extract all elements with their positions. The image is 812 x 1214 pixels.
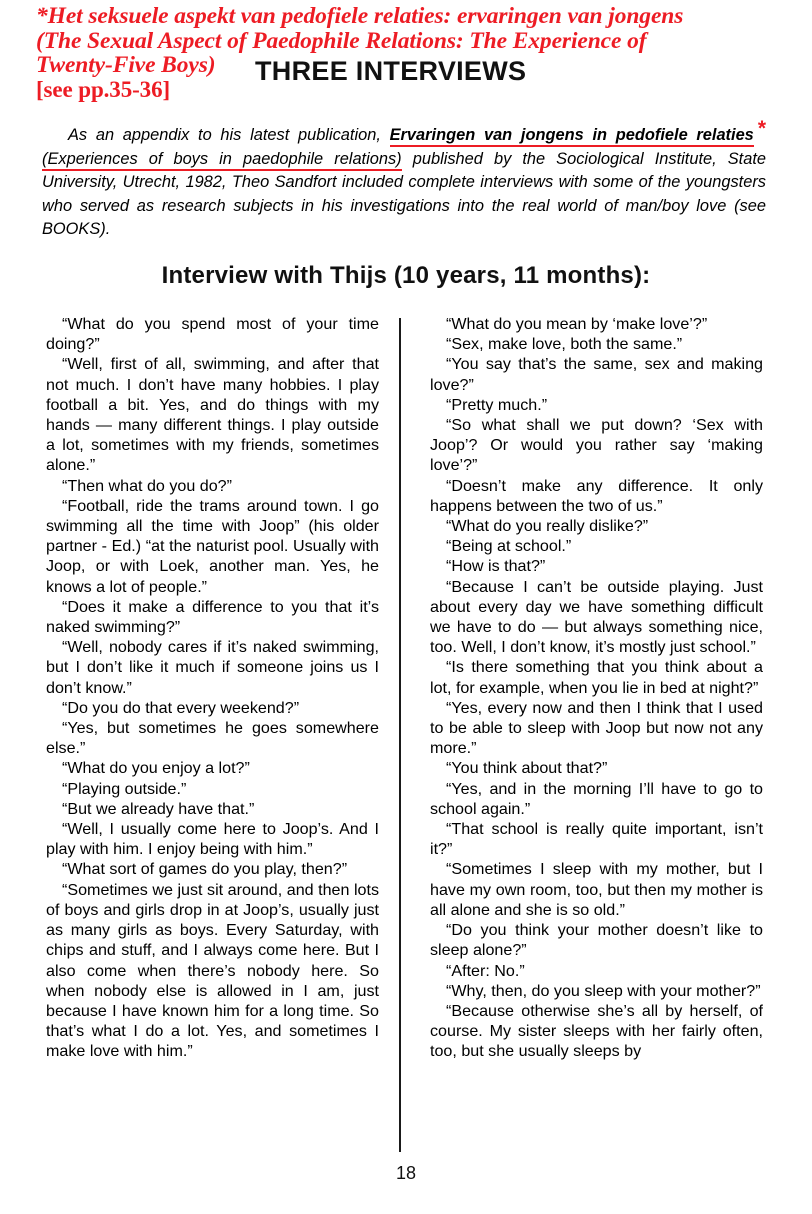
paragraph: “What sort of games do you play, then?” bbox=[62, 860, 348, 879]
paragraph: “Because I can’t be outside playing. Just about every day we have something difficult we have to do — but always something nice, too. Well, I don’t know, it’s mostly just school.” bbox=[430, 577, 763, 657]
paragraph: “Doesn’t make any difference. It only happens between the two of us.” bbox=[430, 476, 763, 515]
intro-paragraph bbox=[42, 117, 766, 242]
interview-section-title: Interview with Thijs (10 years, 11 months): bbox=[161, 262, 651, 289]
paragraph: “Yes, and in the morning I’ll have to go to school again.” bbox=[430, 779, 763, 818]
annotation-page-reference: [see pp.35-36] bbox=[36, 76, 171, 102]
paragraph: “What do you enjoy a lot?” bbox=[62, 759, 250, 778]
paragraph: “After: No.” bbox=[446, 961, 525, 980]
left-column bbox=[46, 314, 379, 1062]
paragraph: “So what shall we put down? ‘Sex with Joop’? Or would you rather say ‘making love’?” bbox=[430, 416, 763, 475]
intro-dutch-title: Ervaringen van jongens in pedofiele relaties bbox=[390, 126, 754, 147]
page-headline: THREE INTERVIEWS bbox=[255, 56, 527, 86]
paragraph: “Sometimes I sleep with my mother, but I have my own room, too, but then my mother is all alone and she is so old.” bbox=[430, 860, 763, 919]
red-annotation bbox=[36, 4, 756, 102]
paragraph: “You think about that?” bbox=[446, 759, 608, 778]
paragraph: “How is that?” bbox=[446, 557, 546, 576]
paragraph: “Well, first of all, swimming, and after that not much. I don’t have many hobbies. I play football a bit. Yes, and do things with my hands — many different things. I play outside a lot, sometimes with my friends, sometimes alone.” bbox=[46, 355, 379, 475]
paragraph: “Because otherwise she’s all by herself, of course. My sister sleeps with her fairly often, too, but she usually sleeps by bbox=[430, 1001, 763, 1061]
paragraph: “Being at school.” bbox=[446, 537, 572, 556]
intro-text-part-1: As an appendix to his latest publication, bbox=[68, 126, 390, 144]
paragraph: “Do you do that every weekend?” bbox=[62, 698, 300, 717]
body-columns bbox=[0, 314, 812, 1154]
paragraph: “You say that’s the same, sex and making love?” bbox=[430, 355, 763, 394]
paragraph: “Sometimes we just sit around, and then lots of boys and girls drop in at Joop’s, usually just as many girls as boys. Every Saturday, with chips and stuff, and I always come here. But I also come when there’s nobody here. So when nobody else is allowed in I am, just because I have known him for a long time. So that’s what I do a lot. Yes, and sometimes I make love with him.” bbox=[46, 880, 379, 1061]
annotation-line-2: (The Sexual Aspect of Paedophile Relations: The Experience of bbox=[36, 27, 647, 54]
paragraph: “Well, I usually come here to Joop’s. And I play with him. I enjoy being with him.” bbox=[46, 820, 379, 859]
paragraph: “Well, nobody cares if it’s naked swimming, but I don’t like it much if someone joins us I don’t know.” bbox=[46, 638, 379, 697]
paragraph: “Do you think your mother doesn’t like to sleep alone?” bbox=[430, 921, 763, 960]
paragraph: “Playing outside.” bbox=[62, 779, 187, 798]
right-column bbox=[430, 314, 763, 1062]
paragraph: “What do you really dislike?” bbox=[446, 517, 649, 536]
paragraph: “But we already have that.” bbox=[62, 799, 255, 818]
annotation-line-3: Twenty-Five Boys) bbox=[36, 52, 216, 78]
paragraph: “Sex, make love, both the same.” bbox=[446, 335, 683, 354]
paragraph: “Why, then, do you sleep with your mother?” bbox=[446, 981, 761, 1000]
page-number: 18 bbox=[395, 1163, 417, 1183]
paragraph: “Pretty much.” bbox=[446, 395, 548, 414]
paragraph: “Yes, but sometimes he goes somewhere else.” bbox=[46, 719, 379, 758]
paragraph: “Football, ride the trams around town. I go swimming all the time with Joop” (his older partner - Ed.) “at the naturist pool. Usually with Joop, or with Loek, another man. Yes, he knows a lot of people.” bbox=[46, 496, 379, 596]
paragraph: “What do you mean by ‘make love’?” bbox=[446, 315, 708, 333]
paragraph: “Does it make a difference to you that it’s naked swimming?” bbox=[46, 597, 379, 637]
intro-english-title: (Experiences of boys in paedophile relations) bbox=[42, 150, 402, 171]
paragraph: “What do you spend most of your time doing?” bbox=[46, 315, 379, 354]
paragraph: “Yes, every now and then I think that I used to be able to sleep with Joop but now not any more.” bbox=[430, 698, 763, 758]
paragraph: “That school is really quite important, isn’t it?” bbox=[430, 820, 763, 859]
asterisk-icon: * bbox=[757, 117, 766, 140]
intro-text-part-2: published by the Sociological Institute, State University, Utrecht, 1982, Theo Sandfort included complete interviews with some of the youngsters who served as research subjects in his investigations into the real world of man/boy love (see BOOKS). bbox=[42, 149, 766, 238]
paragraph: “Is there something that you think about a lot, for example, when you lie in bed at night?” bbox=[430, 658, 763, 697]
annotation-line-1: *Het seksuele aspekt van pedofiele relaties: ervaringen van jongens bbox=[36, 3, 684, 29]
paragraph: “Then what do you do?” bbox=[62, 476, 232, 495]
